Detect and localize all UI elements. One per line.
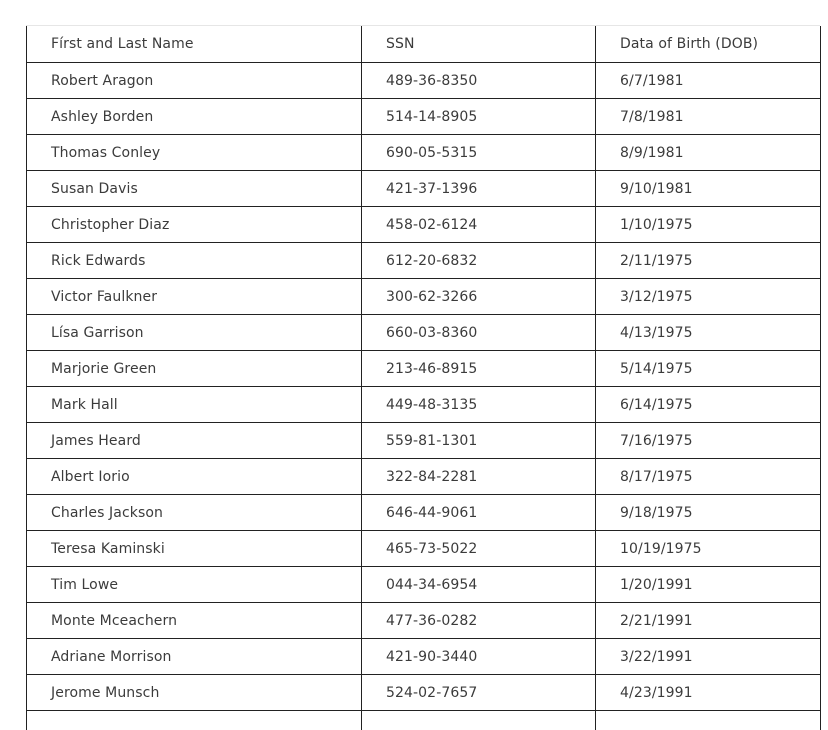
cell-ssn: 524-02-7657 — [362, 675, 596, 711]
table-row — [27, 99, 821, 135]
table-row — [27, 315, 821, 351]
header-ssn: SSN — [362, 26, 596, 63]
cell-ssn: 559-81-1301 — [362, 423, 596, 459]
cell-dob: 7/8/1981 — [596, 99, 821, 135]
cell-dob: 8/17/1975 — [596, 459, 821, 495]
cell-ssn: 421-90-3440 — [362, 639, 596, 675]
cell-name: Robert Aragon — [27, 63, 362, 99]
cell-name: James Heard — [27, 423, 362, 459]
cell-ssn: 421-37-1396 — [362, 171, 596, 207]
table-row — [27, 531, 821, 567]
table-row — [27, 351, 821, 387]
cell-ssn: 690-05-5315 — [362, 135, 596, 171]
cell-dob: 2/21/1991 — [596, 603, 821, 639]
header-name: Fírst and Last Name — [27, 26, 362, 63]
cell-name: Susan Davis — [27, 171, 362, 207]
cell-dob: 2/11/1975 — [596, 243, 821, 279]
table-row — [27, 207, 821, 243]
table-row — [27, 423, 821, 459]
cell-dob: 7/16/1975 — [596, 423, 821, 459]
cell-dob: 3/12/1975 — [596, 279, 821, 315]
cell-ssn: 300-62-3266 — [362, 279, 596, 315]
cell-dob: 5/14/1975 — [596, 351, 821, 387]
cell-name: Rick Edwards — [27, 243, 362, 279]
cell-dob: 10/19/1975 — [596, 531, 821, 567]
cell-ssn: 612-20-6832 — [362, 243, 596, 279]
cell-dob: 9/10/1981 — [596, 171, 821, 207]
cell-name: Adriane Morrison — [27, 639, 362, 675]
cell-dob: 6/7/1981 — [596, 63, 821, 99]
table-row — [27, 495, 821, 531]
header-dob: Data of Birth (DOB) — [596, 26, 821, 63]
cell-name — [27, 711, 362, 730]
table-row — [27, 603, 821, 639]
table-row — [27, 279, 821, 315]
table-row — [27, 243, 821, 279]
cell-dob: 1/20/1991 — [596, 567, 821, 603]
cell-dob — [596, 711, 821, 730]
cell-dob: 1/10/1975 — [596, 207, 821, 243]
cell-name: Albert Iorio — [27, 459, 362, 495]
table-row — [27, 135, 821, 171]
table-row — [27, 639, 821, 675]
cell-dob: 6/14/1975 — [596, 387, 821, 423]
cell-ssn: 322-84-2281 — [362, 459, 596, 495]
cell-ssn: 514-14-8905 — [362, 99, 596, 135]
cell-ssn: 660-03-8360 — [362, 315, 596, 351]
table-row — [27, 171, 821, 207]
people-table — [26, 26, 821, 730]
cell-name: Christopher Diaz — [27, 207, 362, 243]
table-header-row — [27, 26, 821, 63]
cell-dob: 8/9/1981 — [596, 135, 821, 171]
cell-name: Monte Mceachern — [27, 603, 362, 639]
cell-name: Teresa Kaminski — [27, 531, 362, 567]
cell-name: Victor Faulkner — [27, 279, 362, 315]
table-row — [27, 675, 821, 711]
table-row — [27, 567, 821, 603]
cell-name: Thomas Conley — [27, 135, 362, 171]
cell-ssn: 465-73-5022 — [362, 531, 596, 567]
cell-ssn: 458-02-6124 — [362, 207, 596, 243]
cell-dob: 3/22/1991 — [596, 639, 821, 675]
cell-ssn: 477-36-0282 — [362, 603, 596, 639]
cell-name: Marjorie Green — [27, 351, 362, 387]
cell-name: Charles Jackson — [27, 495, 362, 531]
cell-name: Ashley Borden — [27, 99, 362, 135]
cell-name: Tim Lowe — [27, 567, 362, 603]
cell-ssn — [362, 711, 596, 730]
cell-ssn: 044-34-6954 — [362, 567, 596, 603]
cell-dob: 4/13/1975 — [596, 315, 821, 351]
cell-name: Jerome Munsch — [27, 675, 362, 711]
cell-name: Mark Hall — [27, 387, 362, 423]
table-row — [27, 387, 821, 423]
cell-dob: 9/18/1975 — [596, 495, 821, 531]
cell-dob: 4/23/1991 — [596, 675, 821, 711]
cell-name: Lísa Garrison — [27, 315, 362, 351]
cell-ssn: 489-36-8350 — [362, 63, 596, 99]
cell-ssn: 213-46-8915 — [362, 351, 596, 387]
table-row — [27, 459, 821, 495]
table-row-partial — [27, 711, 821, 730]
cell-ssn: 449-48-3135 — [362, 387, 596, 423]
table-row — [27, 63, 821, 99]
cell-ssn: 646-44-9061 — [362, 495, 596, 531]
